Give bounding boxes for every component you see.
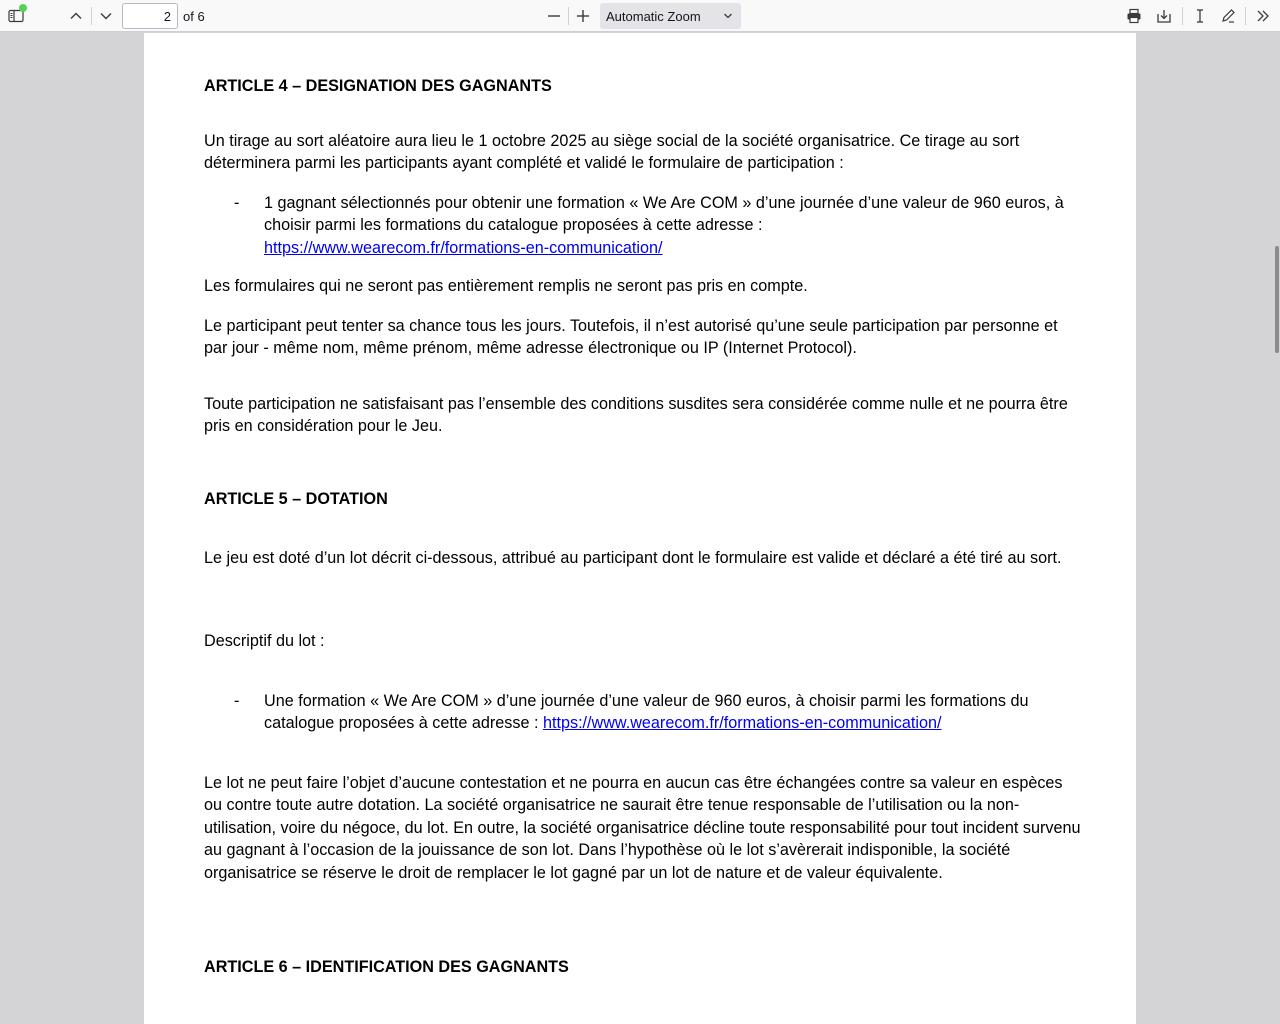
bullet-text-block <box>264 192 1084 259</box>
minus-icon <box>546 8 562 24</box>
zoom-out-button[interactable] <box>541 3 567 29</box>
page-count-label: of 6 <box>183 9 205 24</box>
double-chevron-right-icon <box>1255 8 1271 24</box>
vertical-scrollbar[interactable] <box>1272 33 1280 1024</box>
zoom-in-button[interactable] <box>570 3 596 29</box>
chevron-down-icon <box>98 8 114 24</box>
bullet-text: Une formation « We Are COM » d’une journée d’une valeur de 960 euros, à choisir parmi les formations du catalogue proposées à cette adresse : <box>264 692 1029 733</box>
draw-tool-button[interactable] <box>1215 3 1241 29</box>
toolbar-divider <box>1245 7 1246 25</box>
print-button[interactable] <box>1121 3 1147 29</box>
printer-icon <box>1126 8 1142 24</box>
chevron-up-icon <box>68 8 84 24</box>
article-5-paragraph-2: Descriptif du lot : <box>204 632 325 650</box>
formations-link[interactable]: https://www.wearecom.fr/formations-en-communication/ <box>264 238 663 257</box>
save-button[interactable] <box>1151 3 1177 29</box>
zoom-select[interactable] <box>600 3 741 29</box>
pdf-page <box>144 33 1136 1024</box>
bullet-text-block <box>264 690 1084 735</box>
pdf-toolbar <box>0 0 1280 32</box>
next-page-button[interactable] <box>93 3 119 29</box>
bullet-dash: - <box>234 692 240 710</box>
article-5-paragraph-1: Le jeu est doté d’un lot décrit ci-dessous, attribué au participant dont le formulaire est valide et déclaré a été tiré au sort. <box>204 549 1062 567</box>
toolbar-divider <box>1182 7 1183 25</box>
chevron-down-icon <box>723 11 733 21</box>
article-6-heading: ARTICLE 6 – IDENTIFICATION DES GAGNANTS <box>204 958 569 976</box>
page-number-input[interactable] <box>122 3 178 29</box>
article-4-heading: ARTICLE 4 – DESIGNATION DES GAGNANTS <box>204 77 552 95</box>
previous-page-button[interactable] <box>63 3 89 29</box>
article-4-paragraph-3: Le participant peut tenter sa chance tous les jours. Toutefois, il n’est autorisé qu’une seule participation par personne et par jour - même nom, même prénom, même adresse électronique ou IP (Internet Protocol). <box>204 317 1058 358</box>
toolbar-divider <box>568 7 569 25</box>
zoom-select-value: Automatic Zoom <box>606 8 701 24</box>
article-5-paragraph-3: Le lot ne peut faire l’objet d’aucune contestation et ne pourra en aucun cas être échangées contre sa valeur en espèces ou contre toute autre dotation. La société organisatrice ne saurait être tenue responsable de l’utilisation ou la non-utilisation, voire du négoce, du lot. En outre, la société organisatrice décline toute responsabilité pour tout incident survenu au gagnant à l’occasion de la jouissance de son lot. Dans l’hypothèse où le lot s’avèrerait indisponible, la société organisatrice se réserve le droit de remplacer le lot gagné par un lot de nature et de valeur équivalente. <box>204 774 1081 882</box>
article-4-paragraph-2: Les formulaires qui ne seront pas entièrement remplis ne seront pas pris en compte. <box>204 277 808 295</box>
scrollbar-thumb[interactable] <box>1275 246 1279 353</box>
download-icon <box>1156 8 1172 24</box>
document-viewer[interactable] <box>0 33 1280 1024</box>
bullet-text: 1 gagnant sélectionnés pour obtenir une formation « We Are COM » d’une journée d’une valeur de 960 euros, à choisir parmi les formations du catalogue proposées à cette adresse : <box>264 194 1064 235</box>
toolbar-divider <box>91 7 92 25</box>
text-tool-button[interactable] <box>1187 3 1213 29</box>
bullet-dash: - <box>234 194 240 212</box>
article-4-paragraph-4: Toute participation ne satisfaisant pas l’ensemble des conditions susdites sera considérée comme nulle et ne pourra être pris en considération pour le Jeu. <box>204 395 1068 436</box>
plus-icon <box>575 8 591 24</box>
more-tools-button[interactable] <box>1250 3 1276 29</box>
pencil-icon <box>1220 8 1236 24</box>
formations-link[interactable]: https://www.wearecom.fr/formations-en-communication/ <box>542 714 942 733</box>
notification-dot <box>19 4 27 12</box>
text-cursor-icon <box>1192 8 1208 24</box>
article-5-heading: ARTICLE 5 – DOTATION <box>204 490 388 508</box>
article-4-paragraph-1: Un tirage au sort aléatoire aura lieu le 1 octobre 2025 au siège social de la société organisatrice. Ce tirage au sort déterminera parmi les participants ayant complété et validé le formulaire de participation : <box>204 132 1020 173</box>
